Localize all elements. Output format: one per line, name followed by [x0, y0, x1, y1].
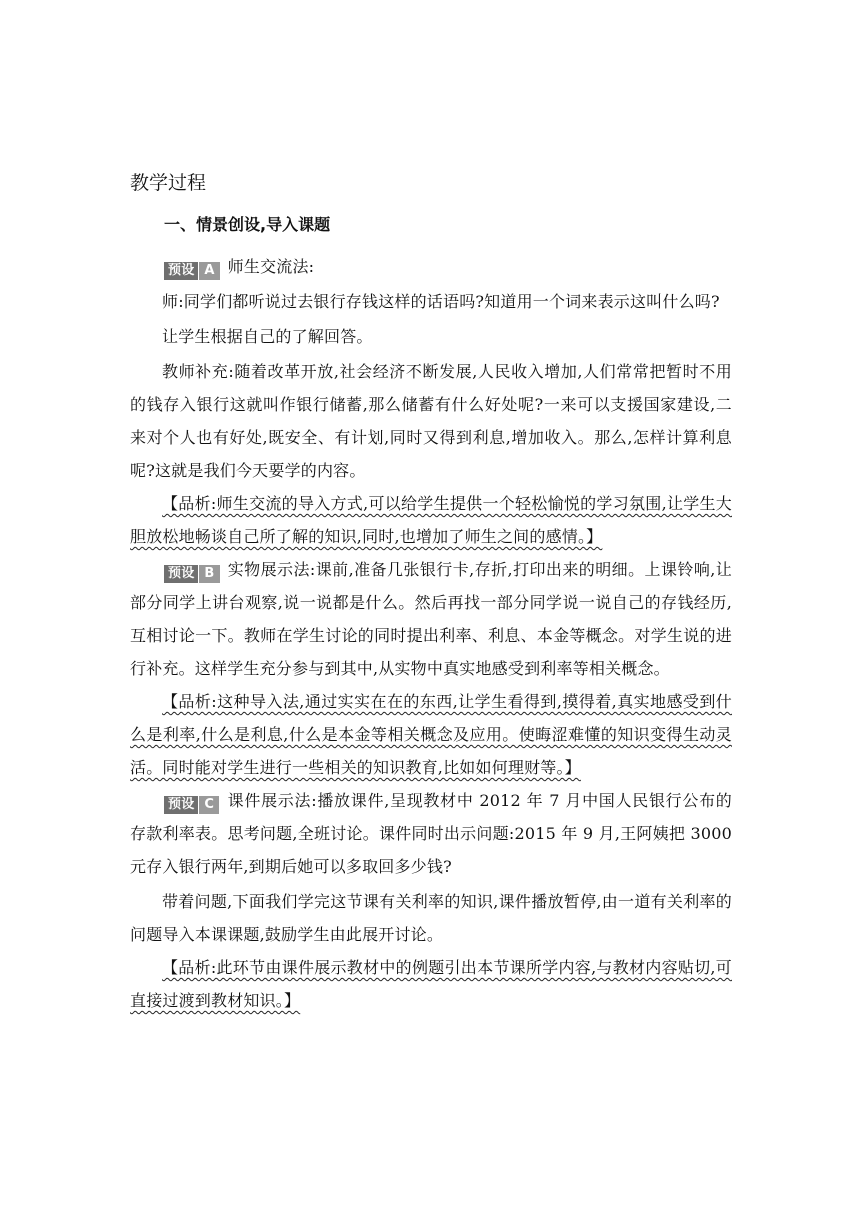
- with-question-paragraph: 带着问题,下面我们学完这节课有关利率的知识,课件播放暂停,由一道有关利率的问题导入本课课题,鼓励学生由此展开讨论。: [130, 892, 732, 944]
- preset-badge-label: 预设: [164, 262, 198, 280]
- preset-badge-label: 预设: [164, 565, 198, 583]
- analysis-c: [130, 951, 732, 1017]
- document-content: [130, 168, 732, 1017]
- analysis-a-text: 【品析:师生交流的导入方式,可以给学生提供一个轻松愉悦的学习氛围,让学生大胆放松地畅谈自己所了解的知识,同时,也增加了师生之间的感情。】: [130, 494, 732, 546]
- preset-c-badge: [164, 796, 219, 814]
- teacher-question-paragraph: 师:同学们都听说过去银行存钱这样的话语吗?知道用一个词来表示这叫什么吗?: [162, 292, 720, 311]
- analysis-a: [130, 487, 732, 553]
- section-heading: 一、情景创设,导入课题: [164, 215, 331, 234]
- preset-b-badge: [164, 565, 220, 583]
- preset-b-paragraph: [130, 553, 732, 685]
- preset-a-text: 师生交流法:: [227, 257, 315, 276]
- preset-badge-letter: A: [199, 262, 219, 280]
- students-answer-paragraph: 让学生根据自己的了解回答。: [162, 327, 373, 346]
- preset-a-badge: [164, 262, 220, 280]
- analysis-c-text: 【品析:此环节由课件展示教材中的例题引出本节课所学内容,与教材内容贴切,可直接过渡到教材知识。】: [130, 958, 732, 1010]
- page-title: 教学过程: [130, 172, 207, 194]
- teacher-supplement-paragraph: 教师补充:随着改革开放,社会经济不断发展,人民收入增加,人们常常把暂时不用的钱存入银行这就叫作银行储蓄,那么储蓄有什么好处呢?一来可以支援国家建设,二来对个人也有好处,既安全、有计划,同时又得到利息,增加收入。那么,怎样计算利息呢?这就是我们今天要学的内容。: [130, 362, 732, 480]
- preset-badge-label: 预设: [164, 796, 198, 814]
- preset-c-text: 课件展示法:播放课件,呈现教材中 2012 年 7 月中国人民银行公布的存款利率表。思考问题,全班讨论。课件同时出示问题:2015 年 9 月,王阿姨把 3000 元存入银行两年,到期后她可以多取回多少钱?: [130, 791, 732, 876]
- preset-b-text: 实物展示法:课前,准备几张银行卡,存折,打印出来的明细。上课铃响,让部分同学上讲台观察,说一说都是什么。然后再找一部分同学说一说自己的存钱经历,互相讨论一下。教师在学生讨论的同时提出利率、利息、本金等概念。对学生说的进行补充。这样学生充分参与到其中,从实物中真实地感受到利率等相关概念。: [130, 560, 732, 678]
- preset-badge-letter: C: [199, 796, 219, 814]
- preset-c-paragraph: [130, 784, 732, 883]
- analysis-b-text: 【品析:这种导入法,通过实实在在的东西,让学生看得到,摸得着,真实地感受到什么是利率,什么是利息,什么是本金等相关概念及应用。使晦涩难懂的知识变得生动灵活。同时能对学生进行一些相关的知识教育,比如如何理财等。】: [130, 692, 732, 777]
- analysis-b: [130, 685, 732, 784]
- preset-badge-letter: B: [199, 565, 219, 583]
- preset-a-paragraph: [130, 250, 732, 283]
